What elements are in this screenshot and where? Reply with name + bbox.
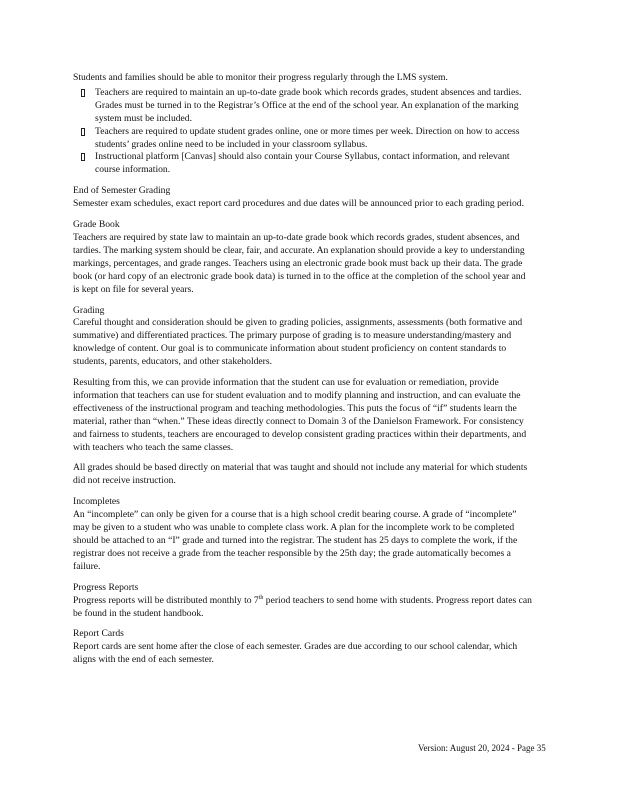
section-heading: Grading bbox=[73, 304, 105, 316]
list-item: Teachers are required to maintain an up-to-date grade book which records grades, student absences and tardies. Grades must be turned in to the Registrar’s Office at the end of the school year. An explanation of the marking system must be included. bbox=[73, 87, 533, 126]
section-heading: Grade Book bbox=[73, 219, 120, 231]
section-heading: End of Semester Grading bbox=[73, 185, 171, 197]
list-item: Teachers are required to update student grades online, one or more times per week. Direction on how to access students’ grades online need to be included in your classroom syllabus. bbox=[73, 126, 533, 152]
page-footer: Version: August 20, 2024 - Page 35 bbox=[418, 743, 546, 753]
section-paragraph: Resulting from this, we can provide information that the student can use for evaluation or remediation, provide information that teachers can use for student evaluation and to modify planning and instruction, and can evaluate the effectiveness of the instructional program and teaching methodologies. This puts the focus of “if” students learn the material, rather than “when.” These ideas directly connect to Domain 3 of the Danielson Framework. For consistency and fairness to students, teachers are encouraged to develop consistent grading practices within their departments, and with teachers who teach the same classes. bbox=[73, 377, 527, 453]
section-incompletes bbox=[73, 496, 533, 573]
section-paragraph: Teachers are required by state law to maintain an up-to-date grade book which records grades, student absences, and tardies. The marking system should be clear, fair, and accurate. An explanation should provide a key to understanding markings, percentages, and grade ranges. Teachers using an electronic grade book must back up their data. The grade book (or hard copy of an electronic grade book data) is turned in to the office at the completion of the school year and is kept on file for several years. bbox=[73, 231, 526, 295]
section-paragraph: All grades should be based directly on material that was taught and should not include any material for which students did not receive instruction. bbox=[73, 462, 528, 487]
section-paragraph: An “incomplete” can only be given for a course that is a high school credit bearing course. A grade of “incomplete” may be given to a student who was unable to complete class work. A plan for the incomplete work to be completed should be attached to an “I” grade and turned into the registrar. The student has 25 days to complete the work, if the registrar does not receive a grade from the teacher responsible by the 25th day; the grade automatically becomes a failure. bbox=[73, 509, 518, 572]
section-paragraph: Report cards are sent home after the close of each semester. Grades are due according to our school calendar, which aligns with the end of each semester. bbox=[73, 641, 518, 666]
section-grade-book bbox=[73, 219, 533, 296]
requirements-list bbox=[73, 87, 533, 177]
section-paragraph: Careful thought and consideration should be given to grading policies, assignments, assessments (both formative and summative) and differentiated practices. The primary purpose of grading is to measure understanding/mastery and knowledge of content. Our goal is to communicate information about student proficiency on content standards to students, parents, educators, and other stakeholders. bbox=[73, 317, 523, 368]
bullet-icon bbox=[81, 89, 85, 97]
list-item: Instructional platform [Canvas] should also contain your Course Syllabus, contact information, and relevant course information. bbox=[73, 151, 533, 177]
document-page bbox=[73, 72, 533, 675]
section-end-of-semester bbox=[73, 185, 533, 211]
section-heading: Progress Reports bbox=[73, 581, 139, 593]
section-heading: Incompletes bbox=[73, 496, 120, 508]
bullet-icon bbox=[81, 128, 85, 136]
section-heading: Report Cards bbox=[73, 628, 124, 640]
section-grading bbox=[73, 305, 533, 489]
intro-paragraph: Students and families should be able to monitor their progress regularly through the LMS system. bbox=[73, 72, 448, 83]
section-paragraph: Semester exam schedules, exact report card procedures and due dates will be announced prior to each grading period. bbox=[73, 198, 524, 210]
section-progress-reports bbox=[73, 582, 533, 621]
section-paragraph: Progress reports will be distributed monthly to 7th period teachers to send home with students. Progress report dates can be found in the student handbook. bbox=[73, 594, 532, 619]
bullet-icon bbox=[81, 153, 85, 161]
section-report-cards bbox=[73, 628, 533, 667]
